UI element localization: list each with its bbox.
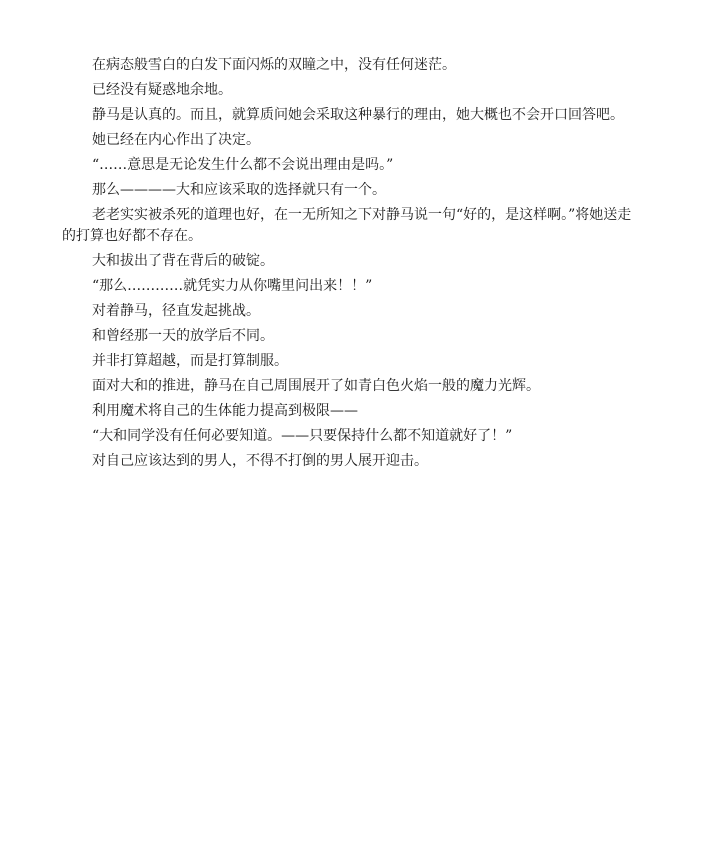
paragraph-12: 并非打算超越，而是打算制服。: [92, 353, 288, 369]
paragraph-6: 那么————大和应该采取的选择就只有一个。: [92, 182, 386, 198]
paragraph-3: 静马是认真的。而且，就算质问她会采取这种暴行的理由，她大概也不会开口回答吧。: [92, 107, 624, 123]
paragraph-10: 对着静马，径直发起挑战。: [92, 303, 260, 319]
paragraph-5: “……意思是无论发生什么都不会说出理由是吗。”: [92, 157, 394, 173]
paragraph-16: 对自己应该达到的男人，不得不打倒的男人展开迎击。: [92, 453, 428, 469]
paragraph-1: 在病态般雪白的白发下面闪烁的双瞳之中，没有任何迷茫。: [92, 57, 456, 73]
paragraph-15: “大和同学没有任何必要知道。——只要保持什么都不知道就好了！”: [92, 428, 513, 444]
paragraph-11: 和曾经那一天的放学后不同。: [92, 328, 274, 344]
paragraph-2: 已经没有疑惑地余地。: [92, 82, 232, 98]
paragraph-13: 面对大和的推进，静马在自己周围展开了如青白色火焰一般的魔力光辉。: [92, 378, 540, 394]
paragraph-7: 老老实实被杀死的道理也好，在一无所知之下对静马说一句“好的，是这样啊。”将她送走的打算也好都不存在。: [62, 207, 632, 244]
paragraph-8: 大和拔出了背在背后的破锭。: [92, 253, 274, 269]
paragraph-9: “那么…………就凭实力从你嘴里问出来！！”: [92, 278, 373, 294]
paragraph-4: 她已经在内心作出了决定。: [92, 132, 260, 148]
text-body: [62, 55, 640, 472]
paragraph-14: 利用魔术将自己的生体能力提高到极限——: [92, 403, 358, 419]
